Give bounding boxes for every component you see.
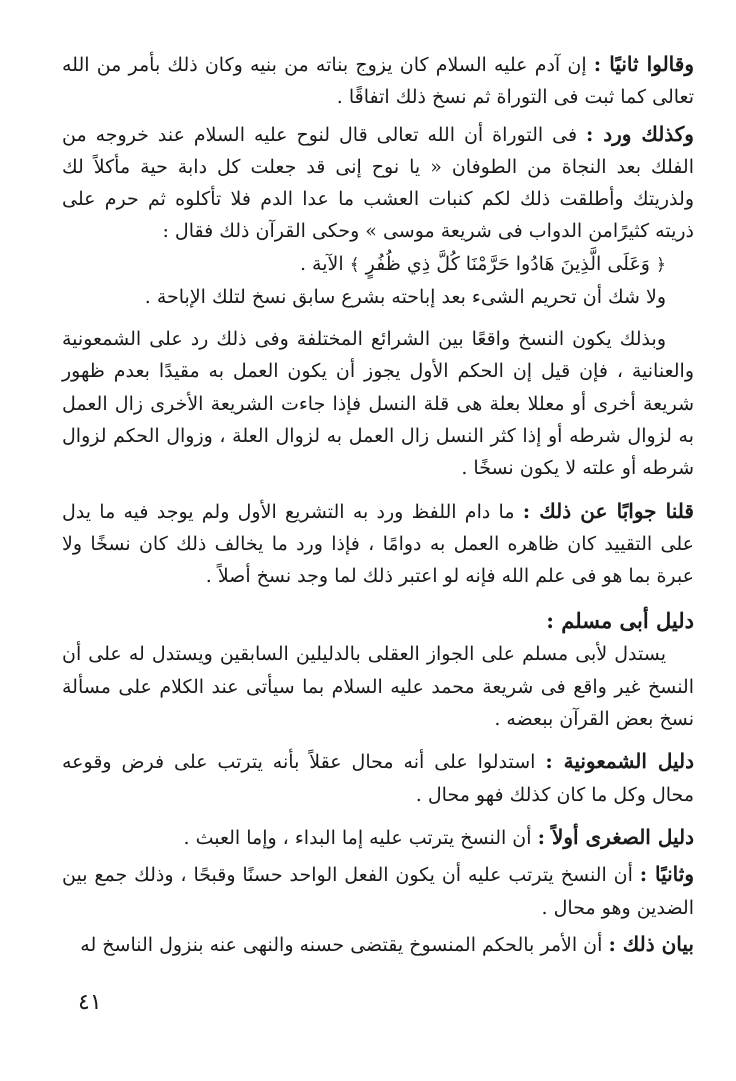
lead-answer: قلنا جوابًا عن ذلك : xyxy=(522,498,694,523)
quran-verse-text: وَعَلَى الَّذِينَ هَادُوا حَرَّمْنَا كُلَّ ذِي ظُفُرٍ xyxy=(365,252,650,275)
paragraph-no-doubt: ولا شك أن تحريم الشىء بعد إباحته بشرع سابق نسخ لتلك الإباحة . xyxy=(144,285,666,308)
paragraph-abu-muslim: يستدل لأبى مسلم على الجواز العقلى بالدليلين السابقين ويستدل له على أن النسخ غير واقع فى شريعة محمد عليه السلام بما سيأتى عند الكلام على مسألة نسخ بعض القرآن ببعضه . xyxy=(62,643,695,731)
text-sughra-first: أن النسخ يترتب عليه إما البداء ، وإما العبث . xyxy=(183,826,532,849)
quran-verse-suffix: الآية . xyxy=(299,252,344,275)
lead-explanation: بيان ذلك : xyxy=(608,931,694,956)
text-explanation: أن الأمر بالحكم المنسوخ يقتضى حسنه والنهى عنه بنزول الناسخ له xyxy=(80,933,603,956)
lead-sughra-first: دليل الصغرى أولاً : xyxy=(537,824,694,849)
paragraph-thus: وبذلك يكون النسخ واقعًا بين الشرائع المختلفة وفى ذلك رد على الشمعونية والعنانية ، فإن قيل إن الحكم الأول يجوز أن يكون العمل به مقيدًا بعدم ظهور شريعة أخرى أو معللا بعلة هى قلة النسل فإذا جاءت الشريعة الأخرى زال العمل به لزوال شرطه أو إذا كثر النسل زال العمل به لزوال العلة ، وزوال الحكم لزوال شرطه أو علته لا يكون نسخًا . xyxy=(62,328,694,480)
paragraph-explanation xyxy=(62,928,694,961)
quran-bracket-open: ﴿ xyxy=(656,254,666,275)
lead-noah: وكذلك ورد : xyxy=(585,121,694,146)
text-sughra-second: أن النسخ يترتب عليه أن يكون الفعل الواحد حسنًا وقبحًا ، وذلك جمع بين الضدين وهو محال . xyxy=(62,864,694,919)
paragraph-sughra-first xyxy=(62,821,694,854)
text-second-claim: إن آدم عليه السلام كان يزوج بناته من بنيه وكان ذلك بأمر من الله تعالى كما ثبت فى التوراة ثم نسخ ذلك اتفاقًا . xyxy=(62,54,694,109)
lead-shamuniya: دليل الشمعونية : xyxy=(545,749,694,774)
lead-second-claim: وقالوا ثانيًا : xyxy=(593,52,694,76)
paragraph-answer xyxy=(62,495,694,593)
text-shamuniya: استدلوا على أنه محال عقلاً بأنه يترتب على فرض وقوعه محال وكل ما كان كذلك فهو محال . xyxy=(62,751,694,806)
heading-abu-muslim: دليل أبى مسلم : xyxy=(546,608,694,634)
document-page xyxy=(62,48,694,961)
lead-sughra-second: وثانيًا : xyxy=(639,862,694,887)
paragraph-second-claim xyxy=(62,48,694,114)
paragraph-sughra-second xyxy=(62,858,694,924)
quran-bracket-close: ﴾ xyxy=(349,254,360,275)
paragraph-shamuniya xyxy=(62,745,694,811)
text-answer: ما دام اللفظ ورد به التشريع الأول ولم يوجد فيه ما يدل على التقييد كان ظاهره العمل به دوامًا ، فإذا ورد ما يخالف ذلك كان نسخًا ولا عبرة بما هو فى علم الله فإنه لو اعتبر ذلك لما وجد نسخ أصلاً . xyxy=(62,500,694,588)
paragraph-noah xyxy=(62,118,694,248)
page-number: ٤١ xyxy=(78,990,102,1015)
text-noah: فى التوراة أن الله تعالى قال لنوح عليه السلام عند خروجه من الفلك بعد النجاة من الطوفان « يا نوح إنى قد جعلت كل دابة حية مأكلاً لك ولذريتك وأطلقت ذلك لكم كنبات العشب ما عدا الدم فلا تأكلوه ثم حرم على ذريته كثيرًامن الدواب فى شريعة موسى » وحكى القرآن ذلك فقال : xyxy=(62,123,694,243)
quran-verse xyxy=(62,248,694,281)
